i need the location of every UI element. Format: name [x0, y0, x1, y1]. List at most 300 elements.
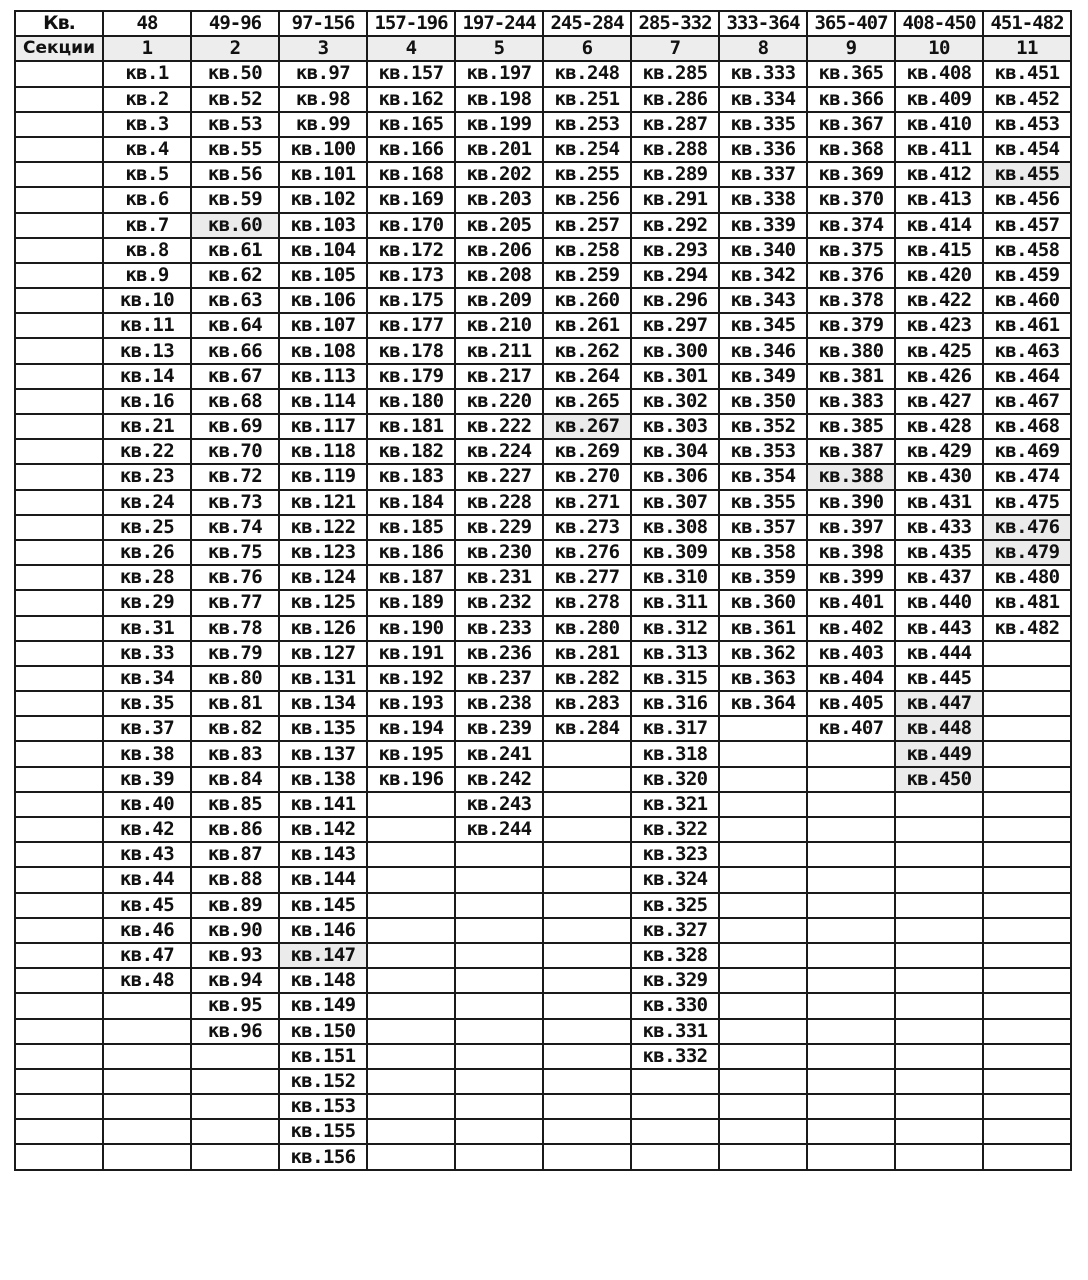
empty-cell: [367, 1019, 455, 1044]
apartment-cell: кв.388: [807, 464, 895, 489]
apartment-cell: кв.141: [279, 792, 367, 817]
blank-cell: [15, 389, 103, 414]
empty-cell: [719, 767, 807, 792]
apartment-cell: кв.177: [367, 313, 455, 338]
apartment-cell: кв.131: [279, 666, 367, 691]
apartment-cell: кв.194: [367, 716, 455, 741]
apartment-cell: кв.407: [807, 716, 895, 741]
apartment-cell: кв.98: [279, 87, 367, 112]
apartment-cell: кв.199: [455, 112, 543, 137]
blank-cell: [15, 817, 103, 842]
apartment-cell: кв.426: [895, 364, 983, 389]
blank-cell: [15, 439, 103, 464]
apartment-cell: кв.69: [191, 414, 279, 439]
table-row: [15, 389, 1071, 414]
apartment-cell: кв.346: [719, 338, 807, 363]
apartment-cell: кв.114: [279, 389, 367, 414]
apartment-cell: кв.449: [895, 741, 983, 766]
blank-cell: [15, 968, 103, 993]
empty-cell: [455, 1094, 543, 1119]
apartment-cell: кв.206: [455, 238, 543, 263]
apartment-cell: кв.408: [895, 61, 983, 86]
apartment-cell: кв.399: [807, 565, 895, 590]
table-row: [15, 364, 1071, 389]
apartment-cell: кв.476: [983, 515, 1071, 540]
empty-cell: [807, 1069, 895, 1094]
apartment-cell: кв.239: [455, 716, 543, 741]
blank-cell: [15, 313, 103, 338]
apartment-cell: кв.103: [279, 213, 367, 238]
table-row: [15, 1144, 1071, 1169]
empty-cell: [983, 1069, 1071, 1094]
apartment-cell: кв.3: [103, 112, 191, 137]
empty-cell: [367, 1044, 455, 1069]
apartment-cell: кв.145: [279, 893, 367, 918]
apartment-cell: кв.37: [103, 716, 191, 741]
apartment-cell: кв.243: [455, 792, 543, 817]
apartment-cell: кв.257: [543, 213, 631, 238]
empty-cell: [103, 1044, 191, 1069]
apartment-cell: кв.47: [103, 943, 191, 968]
apartment-cell: кв.361: [719, 616, 807, 641]
apartment-cell: кв.227: [455, 464, 543, 489]
apartment-cell: кв.217: [455, 364, 543, 389]
apartment-cell: кв.381: [807, 364, 895, 389]
blank-cell: [15, 414, 103, 439]
apartment-cell: кв.380: [807, 338, 895, 363]
empty-cell: [895, 918, 983, 943]
apartment-cell: кв.311: [631, 590, 719, 615]
apartment-cell: кв.428: [895, 414, 983, 439]
blank-cell: [15, 1069, 103, 1094]
section-number-cell: 11: [983, 36, 1071, 61]
empty-cell: [543, 943, 631, 968]
empty-cell: [719, 1069, 807, 1094]
empty-cell: [543, 1069, 631, 1094]
apartment-cell: кв.137: [279, 741, 367, 766]
apartment-cell: кв.267: [543, 414, 631, 439]
empty-cell: [807, 867, 895, 892]
apartment-cell: кв.482: [983, 616, 1071, 641]
empty-cell: [367, 792, 455, 817]
apartment-cell: кв.254: [543, 137, 631, 162]
apartment-cell: кв.42: [103, 817, 191, 842]
table-row: [15, 1044, 1071, 1069]
table-row: [15, 893, 1071, 918]
apartment-cell: кв.355: [719, 490, 807, 515]
apartment-cell: кв.306: [631, 464, 719, 489]
apartment-cell: кв.242: [455, 767, 543, 792]
apartment-cell: кв.289: [631, 162, 719, 187]
empty-cell: [103, 1119, 191, 1144]
empty-cell: [807, 817, 895, 842]
empty-cell: [983, 666, 1071, 691]
apartment-cell: кв.81: [191, 691, 279, 716]
empty-cell: [367, 1069, 455, 1094]
apartment-cell: кв.31: [103, 616, 191, 641]
empty-cell: [367, 993, 455, 1018]
apartment-cell: кв.413: [895, 187, 983, 212]
apartment-cell: кв.321: [631, 792, 719, 817]
apartment-cell: кв.335: [719, 112, 807, 137]
empty-cell: [895, 1144, 983, 1169]
apartment-cell: кв.9: [103, 263, 191, 288]
apartment-cell: кв.352: [719, 414, 807, 439]
apartment-cell: кв.63: [191, 288, 279, 313]
apartment-cell: кв.325: [631, 893, 719, 918]
table-row: [15, 213, 1071, 238]
empty-cell: [455, 842, 543, 867]
empty-cell: [895, 1044, 983, 1069]
apartment-cell: кв.138: [279, 767, 367, 792]
apartment-cell: кв.231: [455, 565, 543, 590]
apartment-cell: кв.256: [543, 187, 631, 212]
empty-cell: [983, 716, 1071, 741]
apartment-cell: кв.44: [103, 867, 191, 892]
apartment-cell: кв.277: [543, 565, 631, 590]
empty-cell: [807, 1144, 895, 1169]
empty-cell: [895, 1069, 983, 1094]
apartment-cell: кв.236: [455, 641, 543, 666]
empty-cell: [455, 867, 543, 892]
apartment-cell: кв.7: [103, 213, 191, 238]
apartment-cell: кв.457: [983, 213, 1071, 238]
apartment-cell: кв.149: [279, 993, 367, 1018]
apartment-cell: кв.144: [279, 867, 367, 892]
blank-cell: [15, 213, 103, 238]
section-number-cell: 5: [455, 36, 543, 61]
apartment-cell: кв.222: [455, 414, 543, 439]
blank-cell: [15, 238, 103, 263]
apartment-cell: кв.248: [543, 61, 631, 86]
apartment-cell: кв.468: [983, 414, 1071, 439]
apartment-cell: кв.354: [719, 464, 807, 489]
apartment-cell: кв.105: [279, 263, 367, 288]
apartment-cell: кв.345: [719, 313, 807, 338]
apartment-cell: кв.259: [543, 263, 631, 288]
apartment-cell: кв.445: [895, 666, 983, 691]
apartment-cell: кв.285: [631, 61, 719, 86]
table-row: [15, 439, 1071, 464]
apartment-cell: кв.179: [367, 364, 455, 389]
apartment-cell: кв.62: [191, 263, 279, 288]
empty-cell: [367, 867, 455, 892]
table-row: [15, 993, 1071, 1018]
apartment-cell: кв.211: [455, 338, 543, 363]
empty-cell: [719, 1144, 807, 1169]
range-cell: 333-364: [719, 11, 807, 36]
empty-cell: [719, 993, 807, 1018]
apartment-cell: кв.96: [191, 1019, 279, 1044]
empty-cell: [543, 792, 631, 817]
range-cell: 285-332: [631, 11, 719, 36]
apartment-cell: кв.67: [191, 364, 279, 389]
apartment-cell: кв.481: [983, 590, 1071, 615]
apartment-cell: кв.197: [455, 61, 543, 86]
empty-cell: [719, 1094, 807, 1119]
range-cell: 365-407: [807, 11, 895, 36]
range-cell: 97-156: [279, 11, 367, 36]
empty-cell: [895, 943, 983, 968]
apartment-cell: кв.24: [103, 490, 191, 515]
apartment-cell: кв.95: [191, 993, 279, 1018]
range-cell: 48: [103, 11, 191, 36]
apartment-cell: кв.358: [719, 540, 807, 565]
apartment-cell: кв.201: [455, 137, 543, 162]
empty-cell: [983, 691, 1071, 716]
apartment-cell: кв.387: [807, 439, 895, 464]
blank-cell: [15, 137, 103, 162]
apartment-cell: кв.45: [103, 893, 191, 918]
apartment-cell: кв.455: [983, 162, 1071, 187]
apartment-cell: кв.412: [895, 162, 983, 187]
apartment-cell: кв.273: [543, 515, 631, 540]
blank-cell: [15, 1019, 103, 1044]
apartment-cell: кв.327: [631, 918, 719, 943]
apartment-cell: кв.302: [631, 389, 719, 414]
apartment-cell: кв.173: [367, 263, 455, 288]
apartment-cell: кв.135: [279, 716, 367, 741]
apartment-cell: кв.301: [631, 364, 719, 389]
table-row: [15, 767, 1071, 792]
blank-cell: [15, 767, 103, 792]
apartment-cell: кв.26: [103, 540, 191, 565]
empty-cell: [983, 1144, 1071, 1169]
apartment-cell: кв.72: [191, 464, 279, 489]
apartment-cell: кв.94: [191, 968, 279, 993]
apartment-cell: кв.107: [279, 313, 367, 338]
empty-cell: [631, 1144, 719, 1169]
table-row: [15, 943, 1071, 968]
empty-cell: [543, 741, 631, 766]
table-row: [15, 1119, 1071, 1144]
empty-cell: [543, 918, 631, 943]
apartment-cell: кв.342: [719, 263, 807, 288]
empty-cell: [719, 741, 807, 766]
empty-cell: [719, 867, 807, 892]
apartment-cell: кв.210: [455, 313, 543, 338]
blank-cell: [15, 490, 103, 515]
empty-cell: [895, 993, 983, 1018]
empty-cell: [103, 1019, 191, 1044]
apartment-cell: кв.11: [103, 313, 191, 338]
apartment-cell: кв.435: [895, 540, 983, 565]
empty-cell: [983, 741, 1071, 766]
apartment-cell: кв.262: [543, 338, 631, 363]
apartment-cell: кв.157: [367, 61, 455, 86]
apartment-cell: кв.35: [103, 691, 191, 716]
apartment-cell: кв.271: [543, 490, 631, 515]
apartment-cell: кв.117: [279, 414, 367, 439]
apartment-cell: кв.61: [191, 238, 279, 263]
apartment-cell: кв.443: [895, 616, 983, 641]
apartment-cell: кв.90: [191, 918, 279, 943]
apartment-cell: кв.291: [631, 187, 719, 212]
apartment-cell: кв.313: [631, 641, 719, 666]
apartment-cell: кв.369: [807, 162, 895, 187]
apartment-cell: кв.181: [367, 414, 455, 439]
empty-cell: [719, 943, 807, 968]
blank-cell: [15, 616, 103, 641]
apartment-cell: кв.458: [983, 238, 1071, 263]
empty-cell: [983, 817, 1071, 842]
blank-cell: [15, 741, 103, 766]
apartment-cell: кв.475: [983, 490, 1071, 515]
apartment-cell: кв.398: [807, 540, 895, 565]
apartment-cell: кв.296: [631, 288, 719, 313]
apartment-cell: кв.405: [807, 691, 895, 716]
table-row: [15, 616, 1071, 641]
apartment-cell: кв.284: [543, 716, 631, 741]
blank-cell: [15, 792, 103, 817]
apartment-cell: кв.474: [983, 464, 1071, 489]
apartment-cell: кв.229: [455, 515, 543, 540]
table-row: [15, 817, 1071, 842]
table-row: [15, 968, 1071, 993]
apartment-cell: кв.191: [367, 641, 455, 666]
apartment-cell: кв.338: [719, 187, 807, 212]
apartment-cell: кв.43: [103, 842, 191, 867]
apartment-cell: кв.353: [719, 439, 807, 464]
blank-cell: [15, 288, 103, 313]
apartment-cell: кв.312: [631, 616, 719, 641]
empty-cell: [807, 1119, 895, 1144]
apartment-cell: кв.55: [191, 137, 279, 162]
empty-cell: [367, 1119, 455, 1144]
apartment-cell: кв.293: [631, 238, 719, 263]
apartment-cell: кв.100: [279, 137, 367, 162]
section-number-cell: 10: [895, 36, 983, 61]
empty-cell: [807, 792, 895, 817]
empty-cell: [719, 1044, 807, 1069]
blank-cell: [15, 540, 103, 565]
empty-cell: [895, 1094, 983, 1119]
empty-cell: [543, 867, 631, 892]
apartment-cell: кв.172: [367, 238, 455, 263]
apartment-cell: кв.328: [631, 943, 719, 968]
apartment-cell: кв.349: [719, 364, 807, 389]
apartment-cell: кв.433: [895, 515, 983, 540]
apartment-cell: кв.280: [543, 616, 631, 641]
apartment-cell: кв.448: [895, 716, 983, 741]
apartment-cell: кв.454: [983, 137, 1071, 162]
apartment-cell: кв.50: [191, 61, 279, 86]
empty-cell: [543, 767, 631, 792]
apartment-cell: кв.38: [103, 741, 191, 766]
apartment-cell: кв.410: [895, 112, 983, 137]
apartment-cell: кв.193: [367, 691, 455, 716]
apartment-cell: кв.367: [807, 112, 895, 137]
apartment-cell: кв.86: [191, 817, 279, 842]
apartment-cell: кв.189: [367, 590, 455, 615]
apartment-cell: кв.292: [631, 213, 719, 238]
apartment-cell: кв.102: [279, 187, 367, 212]
empty-cell: [895, 792, 983, 817]
empty-cell: [455, 943, 543, 968]
apartment-cell: кв.198: [455, 87, 543, 112]
empty-cell: [983, 1044, 1071, 1069]
apartment-cell: кв.125: [279, 590, 367, 615]
blank-cell: [15, 112, 103, 137]
apartment-cell: кв.119: [279, 464, 367, 489]
table-row: [15, 540, 1071, 565]
empty-cell: [983, 1019, 1071, 1044]
apartment-cell: кв.258: [543, 238, 631, 263]
apartment-cell: кв.315: [631, 666, 719, 691]
table-row: [15, 137, 1071, 162]
blank-cell: [15, 187, 103, 212]
apartment-cell: кв.480: [983, 565, 1071, 590]
apartment-cell: кв.463: [983, 338, 1071, 363]
apartment-cell: кв.122: [279, 515, 367, 540]
apartment-cell: кв.329: [631, 968, 719, 993]
blank-cell: [15, 565, 103, 590]
apartment-cell: кв.241: [455, 741, 543, 766]
empty-cell: [543, 1119, 631, 1144]
apartment-cell: кв.23: [103, 464, 191, 489]
apartment-cell: кв.1: [103, 61, 191, 86]
blank-cell: [15, 1044, 103, 1069]
apartment-cell: кв.182: [367, 439, 455, 464]
empty-cell: [191, 1069, 279, 1094]
empty-cell: [367, 842, 455, 867]
table-row: [15, 187, 1071, 212]
table-row: [15, 1069, 1071, 1094]
apartment-cell: кв.300: [631, 338, 719, 363]
apartment-cell: кв.403: [807, 641, 895, 666]
apartment-cell: кв.337: [719, 162, 807, 187]
blank-cell: [15, 993, 103, 1018]
empty-cell: [719, 716, 807, 741]
empty-cell: [367, 1094, 455, 1119]
apartment-cell: кв.411: [895, 137, 983, 162]
apartment-cell: кв.282: [543, 666, 631, 691]
empty-cell: [631, 1094, 719, 1119]
apartment-cell: кв.175: [367, 288, 455, 313]
section-number-cell: 2: [191, 36, 279, 61]
apartment-cell: кв.220: [455, 389, 543, 414]
apartment-cell: кв.187: [367, 565, 455, 590]
apartment-cell: кв.178: [367, 338, 455, 363]
apartment-cell: кв.68: [191, 389, 279, 414]
apartment-cell: кв.46: [103, 918, 191, 943]
empty-cell: [543, 842, 631, 867]
blank-cell: [15, 666, 103, 691]
range-cell: 408-450: [895, 11, 983, 36]
empty-cell: [103, 1069, 191, 1094]
apartment-cell: кв.322: [631, 817, 719, 842]
apartment-cell: кв.56: [191, 162, 279, 187]
empty-cell: [895, 817, 983, 842]
table-row: [15, 515, 1071, 540]
blank-cell: [15, 1144, 103, 1169]
apartment-cell: кв.425: [895, 338, 983, 363]
blank-cell: [15, 716, 103, 741]
empty-cell: [895, 1019, 983, 1044]
apartment-cell: кв.70: [191, 439, 279, 464]
apartment-cell: кв.318: [631, 741, 719, 766]
apartment-cell: кв.464: [983, 364, 1071, 389]
empty-cell: [719, 817, 807, 842]
apartment-cell: кв.21: [103, 414, 191, 439]
empty-cell: [983, 943, 1071, 968]
apartment-cell: кв.440: [895, 590, 983, 615]
blank-cell: [15, 162, 103, 187]
apartment-cell: кв.360: [719, 590, 807, 615]
apartment-cell: кв.452: [983, 87, 1071, 112]
apartment-cell: кв.376: [807, 263, 895, 288]
apartment-cell: кв.108: [279, 338, 367, 363]
